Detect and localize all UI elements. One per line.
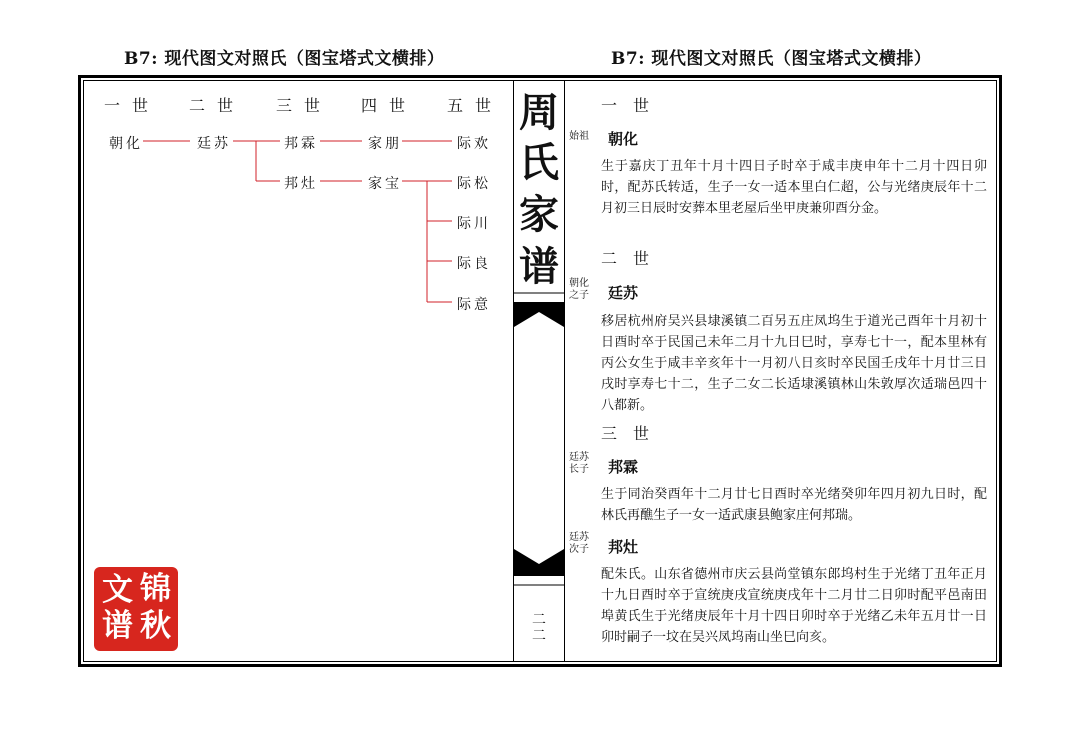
tree-gen-5: 五世 <box>447 96 504 115</box>
seal-char-1: 文 <box>102 572 133 608</box>
tree-node-jichuan: 际川 <box>457 216 491 232</box>
entry-4-bio: 配朱氏。山东省德州市庆云县尚堂镇东郎坞村生于光绪丁丑年正月十九日酉时卒于宣统庚戌宣统庚戌年十二月廿二日卯时配平邑南田埠黄氏生于光绪庚辰年十月十四日卯时卒于光绪乙未年五月廿一日卯时嗣子一坟在吴兴凤坞南山坐巳向亥。 <box>601 567 987 645</box>
spine-title-char-1: 周 <box>519 89 559 136</box>
book-spine <box>513 80 565 662</box>
entry-2-bio: 移居杭州府吴兴县埭溪镇二百另五庄凤坞生于道光己酉年十月初十日酉时卒于民国己未年二月十九日巳时，享寿七十一，配本里林有丙公女生于咸丰辛亥年十一月初八日亥时卒民国壬戌年十月廿三日戌时享寿七十二，生子二女二长适埭溪镇林山朱敦厚次适瑞邑四十八都新。 <box>601 314 987 413</box>
entry-gen-3-heading: 三世 <box>601 424 666 443</box>
caption-right: B7: 现代图文对照氏（图宝塔式文横排） <box>611 49 932 69</box>
spine-page-number: 二 二 <box>532 612 546 645</box>
tree-node-jiliang: 际良 <box>457 256 491 272</box>
entry-1-bio: 生于嘉庆丁丑年十月十四日子时卒于咸丰庚申年十二月十四日卯时，配苏氏转适，生子一女一适本里白仁超，公与光绪庚辰年十二月初三日辰时安葬本里老屋后坐甲庚兼卯酉分金。 <box>601 159 987 216</box>
entry-4-tag: 廷苏 次子 <box>569 532 589 555</box>
entry-gen-2-heading: 二世 <box>601 249 666 268</box>
tree-gen-2: 二世 <box>189 96 246 115</box>
entry-4-name: 邦灶 <box>608 538 639 556</box>
caption-left: B7: 现代图文对照氏（图宝塔式文横排） <box>124 49 445 69</box>
entry-3-bio: 生于同治癸酉年十二月廿七日酉时卒光绪癸卯年四月初九日时，配林氏再醮生子一女一适武康县鲍家庄何邦瑞。 <box>601 487 987 523</box>
tree-gen-3: 三世 <box>276 96 333 115</box>
spine-title-char-3: 家 <box>519 191 559 238</box>
spine-title-char-2: 氏 <box>519 139 559 186</box>
spine-title-char-4: 谱 <box>519 243 559 290</box>
tree-node-jiapeng: 家朋 <box>368 136 402 152</box>
tree-node-tingsu: 廷苏 <box>197 136 231 152</box>
tree-gen-4: 四世 <box>361 96 418 115</box>
entry-1-tag: 始祖 <box>569 131 589 142</box>
entry-3-name: 邦霖 <box>608 458 639 476</box>
entry-2-name: 廷苏 <box>608 284 639 302</box>
seal-char-2: 锦 <box>140 571 171 607</box>
seal-char-4: 秋 <box>140 608 171 644</box>
entry-3-tag: 廷苏 长子 <box>569 452 589 475</box>
tree-node-jiabao: 家宝 <box>368 176 402 192</box>
tree-node-banglin: 邦霖 <box>284 136 318 152</box>
tree-node-jiyi: 际意 <box>457 297 491 313</box>
entry-gen-1-heading: 一世 <box>601 96 666 115</box>
seal-stamp <box>94 567 178 651</box>
tree-node-jisong: 际松 <box>457 176 491 192</box>
tree-node-bangzao: 邦灶 <box>284 176 318 192</box>
seal-char-3: 谱 <box>102 608 133 644</box>
entry-2-tag: 朝化 之子 <box>569 278 589 301</box>
tree-gen-1: 一世 <box>104 96 161 115</box>
tree-node-jihuan: 际欢 <box>457 136 491 152</box>
entry-1-name: 朝化 <box>608 130 639 148</box>
tree-node-chaohua: 朝化 <box>109 136 143 152</box>
